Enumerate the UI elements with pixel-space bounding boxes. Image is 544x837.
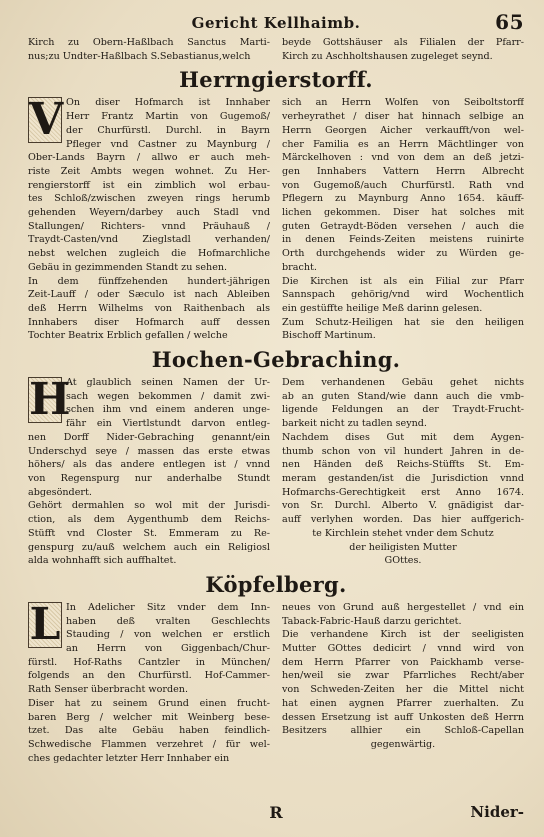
text-line: der Churfürstl. Durchl. in Bayrn [66,124,270,136]
text-line: Märckelhoven : vnd von dem an deß jetzi- [282,152,524,164]
catchword: Nider- [470,803,524,821]
intro-columns [28,36,524,63]
section-heading: Hochen-Gebraching. [151,347,401,373]
text-line: ction, als dem Aygenthumb dem Reichs- [28,514,270,526]
text-line: Diser hat zu seinem Grund einen frucht- [28,697,270,709]
text-line: hat einen aygnen Pfarrer zuerhalten. Zu [282,697,524,709]
text-line: gegenwärtig. [370,738,436,750]
text-line: ein gestüffte heilige Meß darinn gelesen. [282,302,483,314]
text-line: genspurg zu/auß welchem auch ein Religiosl [28,541,270,553]
text-line: nen Händen deß Reichs-Stüffts St. Em- [282,459,524,471]
text-line: dessen Ersetzung ist auff Unkosten deß Herrn [282,711,524,723]
text-line: GOttes. [384,555,422,567]
signature-mark: R [269,803,283,822]
text-line: On diser Hofmarch ist Innhaber [66,97,270,109]
drop-cap: V [29,94,64,146]
text-line: an Herrn von Giggenbach/Chur- [66,643,270,655]
text-line: Schwedische Flammen verzehret / für wel- [28,738,270,750]
text-line: folgends an den Churfürstl. Hof-Cammer- [28,670,270,682]
text-line: Stallungen/ Richters- vnnd Präuhauß / [28,220,270,232]
text-line: von Sr. Durchl. Alberto V. gnädigist dar- [282,500,524,512]
text-line: Hofmarchs-Gerechtigkeit erst Anno 1674. [282,486,524,498]
text-line: abgesöndert. [28,486,92,498]
text-line: Kirch zu Obern-Haßlbach Sanctus Marti- [28,37,270,48]
text-line: In Adelicher Sitz vnder dem Inn- [66,601,270,613]
text-line: gen Innhabers Vattern Herrn Albrecht [282,165,524,177]
text-line: Ober-Lands Bayrn / allwo er auch meh- [28,152,270,164]
text-line: Zeit-Lauff / oder Sæculo ist nach Ableiben [28,289,270,301]
text-line: Gehört dermahlen so wol mit der Jurisdi- [28,500,270,512]
text-line: nen Dorff Nider-Gebraching genannt/ein [28,431,270,443]
text-line: ligende Feldungen an der Traydt-Frucht- [282,404,524,416]
text-line: neues von Grund auß hergestellet / vnd ein [282,601,524,613]
section-hochen-gebraching [28,347,524,568]
intro-left-column [28,36,270,63]
text-line: Die Kirchen ist als ein Filial zur Pfarr [282,275,524,287]
text-line: Stauding / von welchen er erstlich [66,629,270,641]
text-line: Taback-Fabric-Hauß darzu gerichtet. [282,615,462,627]
text-line: rengierstorff ist ein zimblich wol erbau- [28,179,270,191]
intro-right-column [282,36,524,63]
text-line: Sannspach gehörig/vnd wird Wochentlich [282,289,524,301]
text-line: von Gugemoß/auch Churfürstl. Rath vnd [282,179,524,191]
page-number: 65 [495,10,524,34]
text-line: Zum Schutz-Heiligen hat sie den heiligen [282,316,524,328]
text-line: riste Zeit Ambts wegen wohnet. Zu Her- [28,165,270,177]
text-line: schen ihm vnd einem anderen unge- [66,404,270,416]
text-line: tzet. Das alte Gebäu haben feindlich- [28,725,270,737]
text-line: Orth durchgehends wider zu Würden ge- [282,248,524,260]
text-line: ches gedachter letzter Herr Innhaber ein [28,752,230,764]
text-line: meram gestanden/ist die Jurisdiction vnnd [282,472,524,484]
section-left-column [28,376,270,568]
text-line: beyde Gottshäuser als Filialen der Pfarr- [282,37,524,48]
text-line: fähr ein Viertlstundt darvon entleg- [66,418,270,430]
text-line: Traydt-Casten/vnd Zieglstadl verhanden/ [28,234,270,246]
text-line: In dem fünffzehenden hundert-jährigen [28,275,270,287]
page-footer [28,803,524,825]
text-line: Herr Frantz Martin von Gugemoß/ [66,111,270,123]
section-left-column [28,96,270,343]
text-line: At glaublich seinen Namen der Ur- [66,377,270,389]
text-line: von Schweden-Zeiten her die Mittel nicht [282,684,524,696]
text-line: cher Familia es an Herrn Mächtlinger von [282,138,524,150]
text-line: te Kirchlein stehet vnder dem Schutz [312,527,494,539]
text-line: Bischoff Martinum. [282,330,376,342]
text-line: Pflegern zu Maynburg Anno 1654. käuff- [282,193,524,205]
text-line: der heiligisten Mutter [349,541,457,553]
text-line: lichen gekommen. Diser hat solches mit [282,207,524,219]
text-line: nus;zu Undter-Haßlbach S.Sebastianus,welch [28,50,251,62]
text-line: von Regenspurg nur anderhalbe Stundt [28,472,270,484]
section-left-column [28,598,270,765]
text-line: Dem verhandenen Gebäu gehet nichts [282,377,524,389]
running-head [28,10,524,34]
text-line: Pfleger vnd Castner zu Maynburg / [66,138,270,150]
text-line: auff verlyhen worden. Das hier auffgerich- [282,514,524,526]
text-line: baren Berg / welcher mit Weinberg bese- [28,711,270,723]
text-line: Rath Senser überbracht worden. [28,684,189,696]
text-line: gehenden Weyern/darbey auch Stadl vnd [28,207,270,219]
text-line: alda wohnhafft sich auffhaltet. [28,555,177,567]
text-line: Underschyd seye / massen das erste etwas [28,445,270,457]
text-line: sach wegen bekommen / damit zwi- [66,390,270,402]
text-line: haben deß vralten Geschlechts [66,615,270,627]
text-line: sich an Herrn Wolfen von Seiboltstorff [282,97,524,109]
text-line: Nachdem dises Gut mit dem Aygen- [282,431,524,443]
text-line: fürstl. Hof-Raths Cantzler in München/ [28,656,270,668]
text-line: Innhabers diser Hofmarch auff dessen [28,316,270,328]
text-line: Gebäu in gezimmenden Standt zu sehen. [28,261,228,273]
text-line: deß Herrn Wilhelms von Raithenbach als [28,302,270,314]
text-line: Tochter Beatrix Erblich gefallen / welche [28,330,228,342]
text-line: Mutter GOttes dedicirt / vnnd wird von [282,643,524,655]
text-line: nebst welchen zugleich die Hofmarchliche [28,248,270,260]
text-line: bracht. [282,261,317,273]
text-line: ab an guten Stand/wie dann auch die vmb- [282,390,524,402]
section-herrngierstorff [28,67,524,343]
section-right-column [282,601,524,765]
text-line: Stüfft vnd Closter St. Emmeram zu Re- [28,527,270,539]
text-line: Besitzers allhier ein Schloß-Capellan [282,725,524,737]
text-line: Kirch zu Aschholtshausen zugeleget seynd. [282,50,493,62]
running-head-title: Gericht Kellhaimb. [191,14,361,32]
text-line: in denen Feinds-Zeiten meistens ruinirte [282,234,524,246]
text-line: verheyrathet / diser hat hinnach selbige an [282,111,524,123]
text-line: guten Getraydt-Böden versehen / auch die [282,220,524,232]
text-line: tes Schloß/zwischen zweyen rings herumb [28,193,270,205]
text-line: Herrn Georgen Aicher verkaufft/von wel- [282,124,524,136]
text-line: thumb schon von vil hundert Jahren in de- [282,445,524,457]
section-koepfelberg [28,572,524,765]
text-line: Die verhandene Kirch ist der seeligisten [282,629,524,641]
text-line: dem Herrn Pfarrer von Paickhamb verse- [282,656,524,668]
drop-cap: L [29,598,61,650]
section-heading: Köpfelberg. [205,571,347,597]
section-right-column [282,96,524,343]
section-right-column [282,376,524,568]
text-line: barkeit nicht zu tadlen seynd. [282,418,427,430]
drop-cap: H [29,374,71,426]
section-heading: Herrngierstorff. [179,67,373,93]
text-line: hen/weil sie zwar Pfarrliches Recht/aber [282,670,524,682]
text-line: höhers/ als das andere entlegen ist / vnnd [28,459,270,471]
